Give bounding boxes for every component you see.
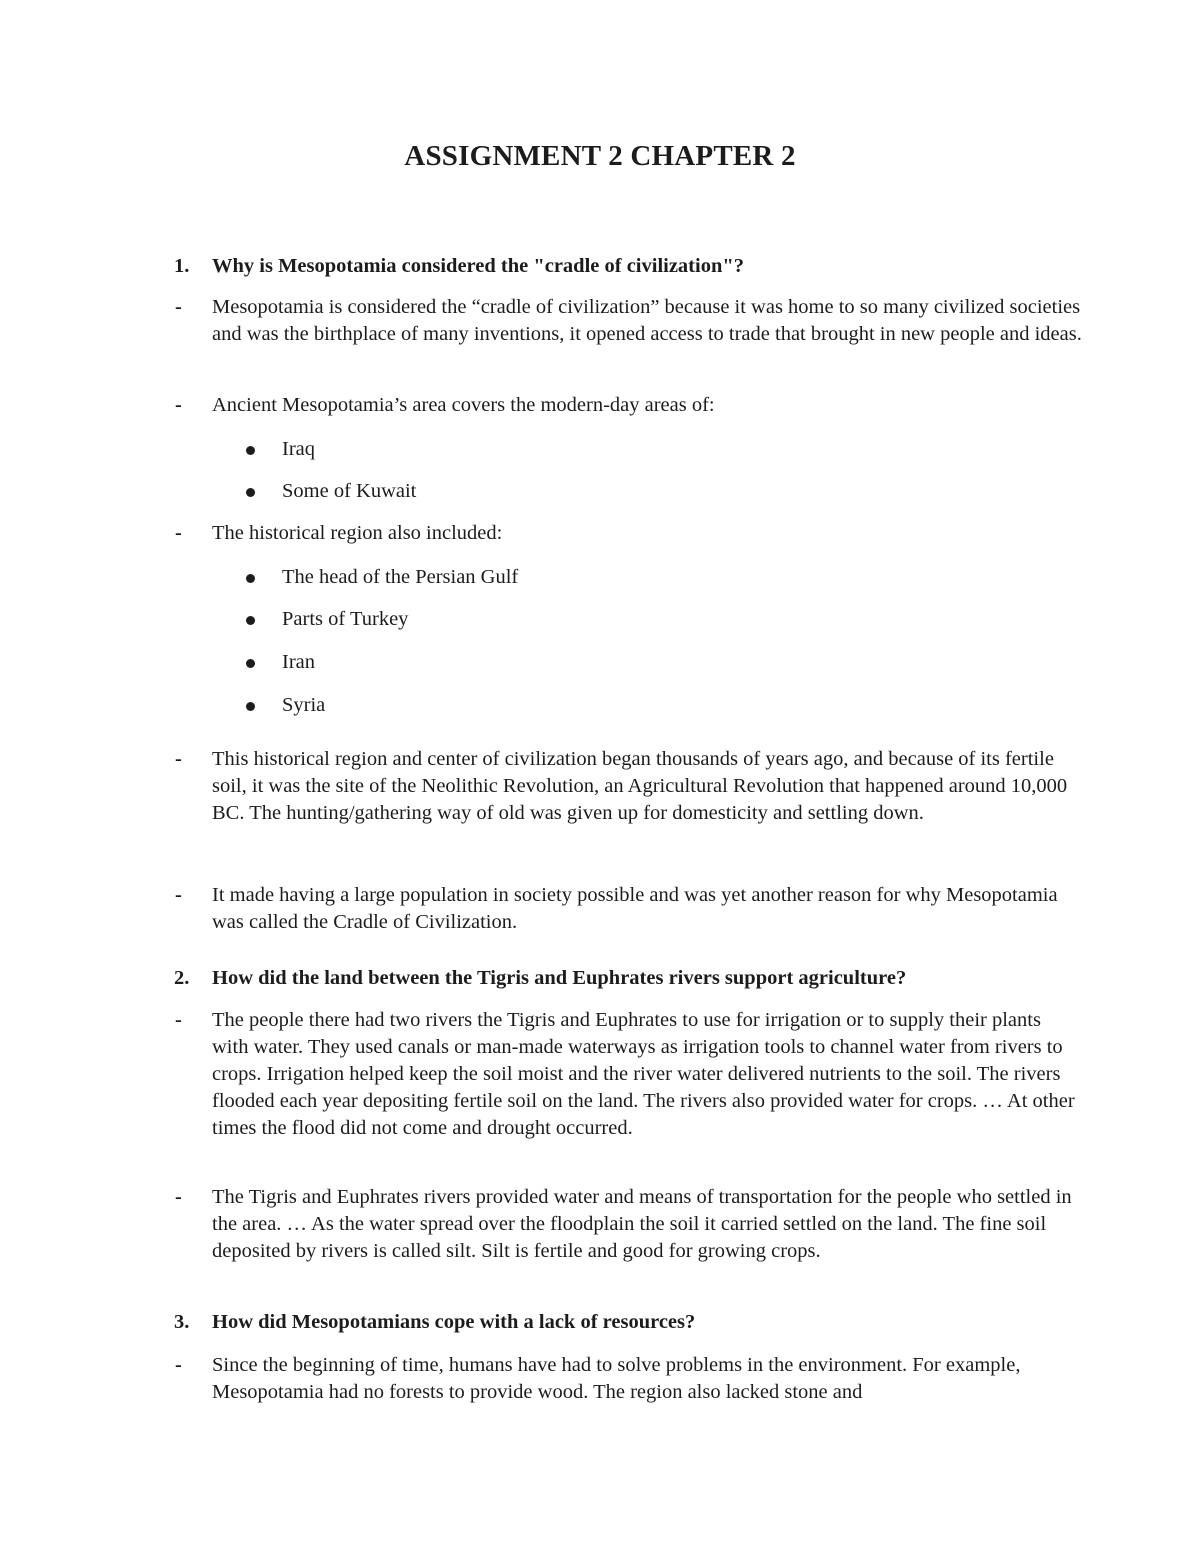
bullet-icon bbox=[246, 659, 255, 668]
answer-text: It made having a large population in society possible and was yet another reason for why Mesopotamia was called the Cradle of Civilization. bbox=[212, 884, 1058, 933]
bullet-item bbox=[282, 649, 315, 676]
answer-item bbox=[175, 1007, 1082, 1142]
bullet-text: Iran bbox=[282, 651, 316, 673]
bullet-text: The head of the Persian Gulf bbox=[282, 566, 519, 588]
bullet-item bbox=[282, 436, 315, 463]
answer-item bbox=[175, 294, 1082, 348]
question-number: 2. bbox=[174, 967, 190, 989]
dash-marker: - bbox=[175, 394, 182, 416]
answer-item bbox=[175, 1184, 1082, 1265]
bullet-text: Syria bbox=[282, 694, 326, 716]
answer-text: Since the beginning of time, humans have had to solve problems in the environment. For example, Mesopotamia had no forests to provide wood. The region also lacked stone and bbox=[212, 1354, 1021, 1403]
answer-text: Ancient Mesopotamia’s area covers the modern-day areas of: bbox=[212, 394, 715, 416]
answer-text: The Tigris and Euphrates rivers provided water and means of transportation for the people who settled in the area. … As the water spread over the floodplain the soil it carried settled on the land. The fine soil deposited by rivers is called silt. Silt is fertile and good for growing crops. bbox=[212, 1186, 1072, 1262]
answer-item bbox=[175, 520, 1082, 547]
bullet-icon bbox=[246, 616, 255, 625]
bullet-icon bbox=[246, 446, 255, 455]
bullet-text: Iraq bbox=[282, 438, 316, 460]
page-title: ASSIGNMENT 2 CHAPTER 2 bbox=[404, 140, 796, 172]
bullet-icon bbox=[246, 702, 255, 711]
dash-marker: - bbox=[175, 296, 182, 318]
answer-text: The historical region also included: bbox=[212, 522, 503, 544]
dash-marker: - bbox=[175, 1009, 182, 1031]
answer-item bbox=[175, 1352, 1082, 1406]
answer-text: This historical region and center of civilization began thousands of years ago, and because of its fertile soil, it was the site of the Neolithic Revolution, an Agricultural Revolution that happened around 10,000 BC. The hunting/gathering way of old was given up for domesticity and settling down. bbox=[212, 748, 1068, 824]
bullet-icon bbox=[246, 574, 255, 583]
bullet-item bbox=[282, 606, 408, 633]
question-number: 1. bbox=[174, 255, 190, 277]
dash-marker: - bbox=[175, 748, 182, 770]
answer-item bbox=[175, 882, 1082, 936]
dash-marker: - bbox=[175, 1186, 182, 1208]
bullet-icon bbox=[246, 488, 255, 497]
answer-item bbox=[175, 392, 1082, 419]
answer-text: The people there had two rivers the Tigris and Euphrates to use for irrigation or to supply their plants with water. They used canals or man-made waterways as irrigation tools to channel water from rivers to crops. Irrigation helped keep the soil moist and the river water delivered nutrients to the soil. The rivers flooded each year depositing fertile soil on the land. The rivers also provided water for crops. … At other times the flood did not come and drought occurred. bbox=[212, 1009, 1075, 1139]
dash-marker: - bbox=[175, 884, 182, 906]
dash-marker: - bbox=[175, 1354, 182, 1376]
bullet-text: Parts of Turkey bbox=[282, 608, 409, 630]
bullet-item bbox=[282, 564, 518, 591]
bullet-text: Some of Kuwait bbox=[282, 480, 417, 502]
question-text: Why is Mesopotamia considered the "cradle of civilization"? bbox=[212, 255, 744, 277]
dash-marker: - bbox=[175, 522, 182, 544]
answer-item bbox=[175, 746, 1082, 827]
question-text: How did the land between the Tigris and Euphrates rivers support agriculture? bbox=[212, 967, 907, 989]
bullet-item bbox=[282, 478, 416, 505]
bullet-item bbox=[282, 692, 325, 719]
answer-text: Mesopotamia is considered the “cradle of civilization” because it was home to so many civilized societies and was the birthplace of many inventions, it opened access to trade that brought in new people and ideas. bbox=[212, 296, 1082, 345]
question-text: How did Mesopotamians cope with a lack of resources? bbox=[212, 1311, 696, 1333]
question-number: 3. bbox=[174, 1311, 190, 1333]
